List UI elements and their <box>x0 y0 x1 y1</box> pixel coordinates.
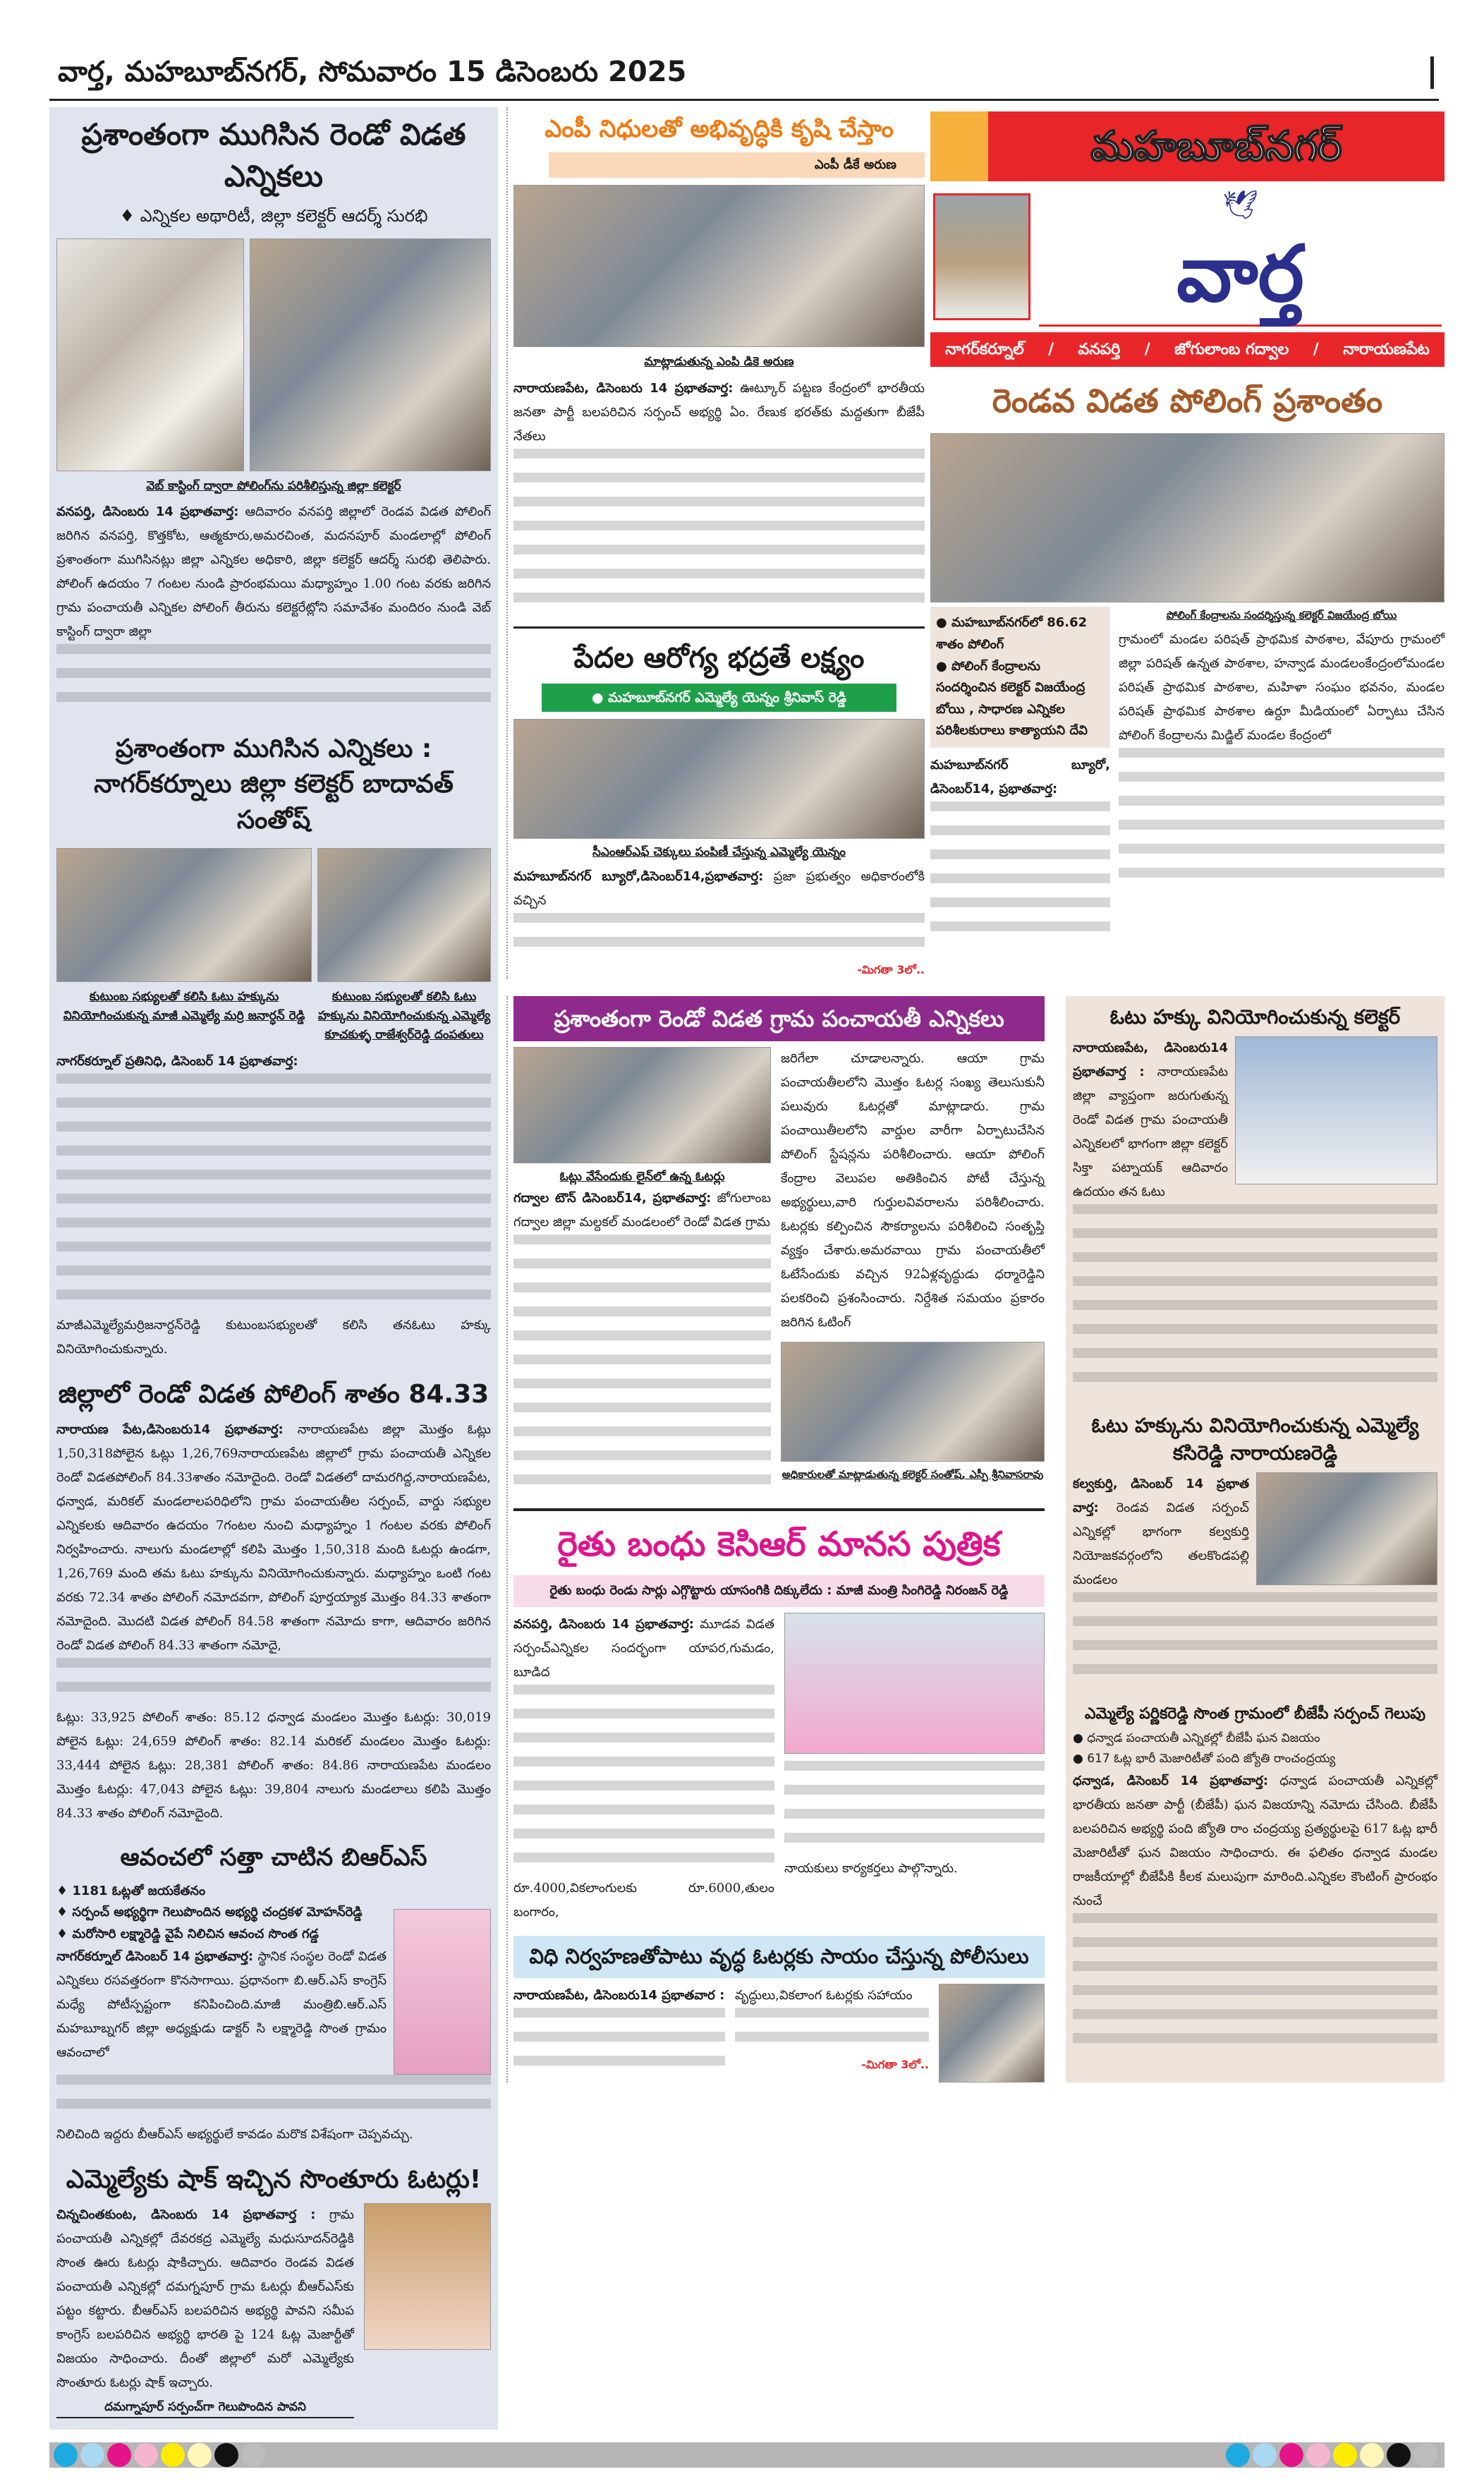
body-text: ఊట్కూర్ పట్టణ కేంద్రంలో భారతీయ జనతా పార్టీ బలపరిచిన సర్పంచ్ అభ్యర్థి ఏం. రేణుక భరత్‌కు మద్దతుగా బీజేపీ నేతలు <box>513 380 925 444</box>
body-text-continuation <box>1073 1913 1437 2057</box>
headline: ప్రశాంతంగా ముగిసిన ఎన్నికలు : నాగర్‌కర్నూలు జిల్లా కలెక్టర్ బాదావత్ సంతోష్ <box>94 734 454 835</box>
body-text-continuation <box>735 2008 929 2056</box>
photo-caption: అధికారులతో మాట్లాడుతున్న కలెక్టర్ సంతోష్, ఎస్పీ శ్రీనివాసరావు <box>781 1467 1044 1481</box>
headline: ప్రశాంతంగా ముగిసిన రెండో విడత ఎన్నికలు <box>81 117 466 193</box>
body-text-continuation <box>513 1685 774 1877</box>
article-nagarkurnool <box>56 732 491 1362</box>
article-mahabubnagar-polling <box>930 378 1445 945</box>
article-gram-panchayat <box>513 996 1045 1498</box>
photo-dk-aruna <box>513 185 925 347</box>
body-text-continuation <box>930 801 1110 945</box>
header-marker <box>1430 56 1434 89</box>
registration-dot <box>1226 2443 1250 2467</box>
article-polling-percentage <box>56 1377 491 1826</box>
dateline: నాగర్‌కర్నూల్ డిసెంబర్ 14 ప్రభాతవార్త: <box>56 1949 254 1965</box>
body-text: వృద్ధులు,వికలాంగ ఓటర్లకు సహాయం <box>735 1987 913 2003</box>
upper-section <box>506 107 1445 979</box>
photo-collector-visit <box>930 433 1445 602</box>
middle-upper-column <box>506 107 925 979</box>
district-strip: నాగర్‌కర్నూల్ / వనపర్తి / జోగులాంబ గద్వాల / నారాయణపేట <box>930 332 1445 367</box>
article-bjp-sarpanch <box>1073 1704 1437 2057</box>
body-text: నాయకులు కార్యకర్తలు పాల్గొన్నారు. <box>784 1861 958 1877</box>
dateline: నారాయణ పేట,డిసెంబరు14 ప్రభాతవార్త: <box>56 1422 284 1437</box>
lower-section <box>506 996 1445 2083</box>
subheadline: ● మహబూబ్‌నగర్ ఎమ్మెల్యే యెన్నం శ్రీనివాస్ రెడ్డి <box>542 684 896 713</box>
bullet: ● ధన్వాడ పంచాయతీ ఎన్నికల్లో బీజేపీ ఘన విజయం <box>1073 1731 1320 1746</box>
edition-dateline: వార్త, మహబూబ్‌నగర్, సోమవారం 15 డిసెంబరు 2025 <box>58 56 687 88</box>
body-text: మాజీఎమ్మెల్యేమర్రిజనార్దన్‌రెడ్డి కుటుంబసభ్యులతో కలిసి తనఓటు హక్కు వినియోగించుకున్నారు. <box>56 1317 491 1357</box>
body-text: రూ.4000,వికలాంగులకు రూ.6000,తులం బంగారం, <box>513 1881 774 1920</box>
registration-dot <box>134 2443 158 2467</box>
registration-dot <box>241 2443 265 2467</box>
dateline: కల్వకుర్తి, డిసెంబర్ 14 ప్రభాత వార్త: <box>1073 1477 1249 1516</box>
dateline: నారాయణపేట, డిసెంబరు14 ప్రభాతవార : <box>513 1987 725 2003</box>
registration-dot <box>214 2443 238 2467</box>
photo-chandrakala <box>394 1909 491 2075</box>
bullet: ♦ 1181 ఓట్లతో జయకేతనం <box>56 1883 206 1898</box>
photo-collector-ballot <box>1235 1036 1437 1184</box>
registration-dot <box>1413 2443 1437 2467</box>
body-text-continuation <box>56 2075 491 2123</box>
article-rythu-bandhu <box>513 1521 1045 1925</box>
headline: ఎంపీ నిధులతో అభివృద్ధికి కృషి చేస్తాం <box>545 115 894 143</box>
registration-dot <box>1360 2443 1384 2467</box>
headline: ఆవంచలో సత్తా చాటిన బిఆర్ఎస్ <box>120 1843 427 1872</box>
dateline: నారాయణపేట, డిసెంబరు14 ప్రభాతవార్త : <box>1073 1041 1228 1080</box>
body-text: నారాయణపేట జిల్లా వ్యాప్తంగా జరుగుతున్న రెండో విడత గ్రామ పంచాయతీ ఎన్నికలలో భాగంగా జిల్లా కలెక్టర్ సిక్తా పట్నాయక్ ఆదివారం ఉదయం తన ఓటు <box>1073 1065 1228 1200</box>
masthead <box>930 111 1445 367</box>
dateline: నాగర్‌కర్నూల్ ప్రతినిధి, డిసెంబర్ 14 ప్రభాతవార్త: <box>56 1053 298 1069</box>
photo-caption: ఓట్లు వేసేందుకు లైన్‌లో ఉన్న ఓటర్లు <box>559 1169 725 1184</box>
registration-dot <box>1333 2443 1357 2467</box>
masthead-region: మహబూబ్‌నగర్ <box>988 111 1445 181</box>
subheadline: ఎంపీ డీకే అరుణ <box>549 152 925 178</box>
article-mp-funds <box>513 113 925 617</box>
headline: ప్రశాంతంగా రెండో విడత గ్రామ పంచాయతీ ఎన్నికలు <box>513 996 1045 1041</box>
photo-dam <box>933 193 1030 320</box>
headline: ఎమ్మెల్యేకు షాక్ ఇచ్చిన సొంతూరు ఓటర్లు! <box>66 2164 482 2194</box>
bullet: ● 617 ఓట్ల భారీ మెజారిటీతో పంది జ్యోతి రాంచంద్రయ్య <box>1073 1752 1336 1766</box>
photo-former-mla-voting <box>56 848 312 982</box>
body-text: ఆదివారం వనపర్తి జిల్లాలో రెండవ విడత పోలింగ్ జరిగిన వనపర్తి, కొత్తకోట, ఆత్మకూరు,అమరచింత, మదనపూర్ మండలాల్లో పోలింగ్ ప్రశాంతంగా ముగిసినట్లు జిల్లా ఎన్నికల అధికారి, జిల్లా కలెక్టర్ ఆదర్శ్ సురభి తెలిపారు. పోలింగ్ ఉదయం 7 గంటల నుండి ప్రారంభమయి మధ్యాహ్నం 1.00 గంట వరకు జరిగిన గ్రామ పంచాయతీ ఎన్నికల పోలింగ్ తీరును కలెక్టరేట్లోని సమావేశం మందిరం నుండి వెబ్ కాస్టింగ్ ద్వారా జిల్లా <box>56 504 491 639</box>
registration-dot <box>188 2443 212 2467</box>
section-rule <box>513 626 925 629</box>
masthead-title: వార్త <box>1176 229 1304 319</box>
dateline: చిన్నచింతకుంట, డిసెంబరు 14 ప్రభాతవార్త : <box>56 2207 316 2222</box>
headline: విధి నిర్వహణతోపాటు వృద్ధ ఓటర్లకు సాయం చేస్తున్న పోలీసులు <box>513 1936 1045 1978</box>
registration-dot <box>1306 2443 1330 2467</box>
body-text-continuation <box>513 2008 725 2080</box>
registration-dot <box>1253 2443 1277 2467</box>
body-text-continuation <box>513 449 925 617</box>
continued-link[interactable]: -మిగతా 3లో.. <box>857 963 925 977</box>
color-registration-marks-left <box>49 2443 272 2467</box>
registration-dot <box>107 2443 131 2467</box>
photo-pavani <box>364 2203 491 2350</box>
article-mla-shock <box>56 2162 491 2419</box>
district-narayanpet: నారాయణపేట <box>1343 341 1430 358</box>
photo-caption: కుటుంబ సభ్యులతో కలిసి ఓటు హక్కును వినియోగించుకున్న ఎమ్మెల్యే కూచకుళ్ళ రాజేశ్వర్‌రెడ్డి దంపతులు <box>317 989 491 1043</box>
dateline: వనపర్తి, డిసెంబరు 14 ప్రభాతవార్త: <box>56 504 239 519</box>
dateline: ధన్వాడ, డిసెంబర్ 14 ప్రభాతవార్త: <box>1073 1774 1269 1788</box>
registration-dot <box>161 2443 185 2467</box>
dove-logo-icon: 🕊 <box>1222 189 1258 222</box>
photo-mla-couple-voting <box>317 848 491 982</box>
article-health-security <box>513 638 925 979</box>
page-header <box>0 0 1484 104</box>
header-rule <box>49 99 1439 101</box>
print-registration-strip <box>49 2442 1445 2468</box>
middle-lower-column <box>506 996 1045 2083</box>
photo-kasireddy <box>1256 1472 1437 1585</box>
body-text: రెండవ విడత సర్పంచ్ ఎన్నికల్లో భాగంగా కల్వకుర్తి నియోజకవర్గంలోని తలకొండపల్లి మండలం <box>1073 1501 1249 1588</box>
dateline: నారాయణపేట, డిసెంబరు 14 ప్రభాతవార్త: <box>513 380 734 396</box>
photo-collector-meeting <box>250 238 491 471</box>
mandal-wise-stats: ఓట్లు: 33,925 పోలింగ్ శాతం: 85.12 ధన్వాడ మండలం మొత్తం ఓటర్లు: 30,019 పోలైన ఓట్లు: 24,659 పోలింగ్ శాతం: 82.14 మరికల్ మండలం మొత్తం ఓటర్లు: 33,444 పోలైన ఓట్లు: 28,381 పోలింగ్ శాతం: 84.86 నారాయణపేట మండలం మొత్తం ఓటర్లు: 47,043 పోలైన ఓట్లు: 39,804 నాలుగు మండలాలు కలిపి మొత్తం 84.33 శాతం పోలింగ్ నమోదైంది. <box>56 1709 491 1821</box>
registration-dot <box>80 2443 104 2467</box>
headline: జిల్లాలో రెండో విడత పోలింగ్ శాతం 84.33 <box>58 1379 489 1409</box>
body-text: మూడవ విడత సర్పంచ్‌ఎన్నికల సందర్భంగా యాపర,గుమడం, బూడిద <box>513 1617 774 1680</box>
subheadline: రైతు బంధు రెండు సార్లు ఎగ్గొట్టారు యాసంగికి దిక్కులేదు : మాజీ మంత్రి సింగిరెడ్డి నిరంజన్ రెడ్డి <box>513 1575 1045 1607</box>
district-gadwal: జోగులాంబ గద్వాల <box>1174 341 1289 358</box>
body-text: ధన్వాడ పంచాయతీ ఎన్నికల్లో భారతీయ జనతా పార్టీ (బీజేపీ) ఘన విజయాన్ని నమోదు చేసింది. బీజేపీ బలపరిచిన అభ్యర్థి పంది జ్యోతి రాం చంద్రయ్య ప్రత్యర్థులపై 617 ఓట్ల భారీ మెజారిటీతో ఘన విజయం సాధించారు. ఈ ఫలితం ధన్వాడ మండల రాజకీయాల్లో బీజేపీకి కీలక మలుపుగా మారింది.ఎన్నికల కౌంటింగ్ ప్రారంభం నుంచే <box>1073 1774 1437 1908</box>
bullet: ● మహబూబ్‌నగర్‌లో 86.62 శాతం పోలింగ్ <box>936 615 1088 652</box>
photo-caption: కుటుంబ సభ్యులతో కలిసి ఓటు హక్కును వినియోగించుకున్న మాజీ ఎమ్మెల్యే మర్రి జనార్ధన్ రెడ్డి <box>63 989 305 1024</box>
subheadline: ♦ ఎన్నికల అథారిటీ, జిల్లా కలెక్టర్ ఆదర్శ్ సురభి <box>119 205 428 226</box>
dateline: మహబూబ్‌నగర్ బ్యూరో, డిసెంబర్14, ప్రభాతవార్త: <box>930 757 1110 796</box>
article-avancha-brs <box>56 1841 491 2147</box>
section-rule <box>513 1508 1045 1511</box>
registration-dot <box>1279 2443 1303 2467</box>
headline: ఓటు హక్కును వినియోగించుకున్న ఎమ్మెల్యే కసిరెడ్డి నారాయణరెడ్డి <box>1091 1414 1419 1465</box>
district-wanaparthy: వనపర్తి <box>1078 341 1121 358</box>
body-text: ప్రజా ప్రభుత్వం అధికారంలోకి వచ్చిన <box>513 869 925 909</box>
dateline: గద్వాల టౌన్ డిసెంబర్14, ప్రభాతవార్త: <box>513 1191 712 1206</box>
registration-dot <box>1387 2443 1411 2467</box>
bullet: ♦ సర్పంచ్ అభ్యర్థిగా గెలుపొందిన అభ్యర్థి చంద్రకళ మోహన్‌రెడ్డి <box>56 1905 363 1920</box>
body-text-continuation <box>56 1074 491 1314</box>
bullet: ♦ మరోసారి లక్ష్మారెడ్డి వైపే నిలిచిన ఆవంచ సొంత గడ్డ <box>56 1926 319 1941</box>
headline: రైతు బంధు కెసిఆర్ మానస పుత్రిక <box>557 1525 1001 1565</box>
body-text: గ్రామంలో మండల పరిషత్ ప్రాథమిక పాఠశాల, వేపూరు గ్రామంలో జిల్లా పరిషత్ ఉన్నత పాఠశాల, హన్వాడ మండలంకేంద్రంలోమండల పరిషత్ ప్రాథమిక పాఠశాల, మహిళా సంఘం భవనం, మండల పరిషత్ ప్రాథమిక పాఠశాల ఉర్దూ మీడియంలో ఏర్పాటు చేసిన పోలింగ్ కేంద్రాలను మిడ్జిల్ మండల కేంద్రంలో <box>1119 632 1445 744</box>
photo-voters-queue <box>513 1047 771 1163</box>
body-text-continuation <box>56 644 491 716</box>
body-text-continuation <box>513 913 925 961</box>
photo-caption: దమగ్నాపూర్ సర్పంచ్‌గా గెలుపొందిన పావని <box>56 2398 354 2418</box>
body-text: నారాయణపేట జిల్లా మొత్తం ఓట్లు 1,50,318పోలైన ఓట్లు 1,26,769నారాయణపేట జిల్లాలో గ్రామ పంచాయతీ ఎన్నికల రెండో విడతపోలింగ్ 84.33శాతం నమోదైంది. రెండో విడతలో దామరగిద్ద,నారాయణపేట, ధన్వాడ, మరికల్ మండలాలపరిధిలోని గ్రామ పంచాయతీల సర్పంచ్, వార్డు సభ్యుల ఎన్నికలకు ఆదివారం ఉదయం 7గంటల నుంచి మధ్యాహ్నం 1 గంటల వరకు పోలింగ్ నిర్వహించారు. నాలుగు మండలాల్లో కలిపి మొత్తం 1,50,318 మంది ఓటర్లు ఉండగా, 1,26,769 మంది తమ ఓటు హక్కును వినియోగించుకున్నారు. మధ్యాహ్నం ఒంటి గంట వరకు 72.34 శాతం పోలింగ్ నమోదవగా, పోలింగ్ పూర్తయ్యాక మొత్తం 84.33 శాతంగా నమోదైంది. మొదటి విడత పోలింగ్ 84.58 శాతంగా నమోదు కాగా, ఆదివారం జరిగిన రెండో విడత పోలింగ్ 84.33 శాతంగా నమోదై, <box>56 1422 491 1653</box>
article-collector-votes <box>1073 1003 1437 1396</box>
right-lower-panel <box>1066 996 1445 2083</box>
headline: ఎమ్మెల్యే పర్ణికరెడ్డి సొంత గ్రామంలో బీజేపీ సర్పంచ్ గెలుపు <box>1084 1705 1426 1723</box>
headline: రెండవ విడత పోలింగ్ ప్రశాంతం <box>992 382 1383 420</box>
body-text: నిలిచింది ఇద్దరు బీఆర్ఎస్ అభ్యర్థులే కావడం మరొక విశేషంగా చెప్పవచ్చు. <box>56 2126 413 2142</box>
article-police-help <box>513 1936 1045 2083</box>
body-text: గ్రామ పంచాయతీ ఎన్నికల్లో దేవరకద్ర ఎమ్మెల్యే మధుసూదన్‌రెడ్డికి సొంత ఊరు ఓటర్లు షాకిచ్చారు. ఆదివారం రెండవ విడత పంచాయతీ ఎన్నికల్లో దమగ్నపూర్ గ్రామ ఓటర్లు బీఆర్ఎస్‌కు పట్టం కట్టారు. బీఆర్ఎస్ బలపరిచిన అభ్యర్థి పావని సమీప కాంగ్రెస్ బలపరిచిన అభ్యర్థి భారతి పై 124 ఓట్ల మెజార్టీతో విజయం సాధించారు. దీంతో జిల్లాలో మరో ఎమ్మెల్యేకు సొంతూరు ఓటర్లు షాక్ ఇచ్చారు. <box>56 2207 354 2390</box>
photo-caption: వెబ్ కాస్టింగ్ ద్వారా పోలింగ్‌ను పరిశీలిస్తున్న జిల్లా కలెక్టర్ <box>146 478 401 493</box>
body-text-continuation <box>1119 748 1445 892</box>
body-text-continuation <box>513 1235 771 1498</box>
body-text: స్థానిక సంస్థల రెండో విడత ఎన్నికలు రసవత్తరంగా కొనసాగాయి. ప్రధానంగా బి.ఆర్.ఎస్ కాంగ్రెస్ మధ్యే పోటీస్పష్టంగా కనిపించింది.మాజీ మంత్రిబి.ఆర్.ఎస్ మహబూబ్నగర్ జిల్లా అధ్యక్షుడు డాక్టర్ సి లక్ష్మారెడ్డి సొంత గ్రామం ఆవంచాలో <box>56 1949 387 2061</box>
dateline: మహబూబ్‌నగర్ బ్యూరో,డిసెంబర్14,ప్రభాతవార్త: <box>513 869 764 885</box>
bullet: ● పోలింగ్ కేంద్రాలను సందర్శించిన కలెక్టర్ విజయేంద్ర బోయి , సాధారణ ఎన్నికల పరిశీలకురాలు కాత్యాయని దేవి <box>936 658 1088 739</box>
photo-cmrf-cheques <box>513 719 925 839</box>
photo-police-helping <box>939 1984 1045 2083</box>
color-registration-marks-right <box>1222 2443 1445 2467</box>
photo-block-collector-sp <box>781 1342 1045 1483</box>
masthead-accent <box>930 111 988 181</box>
right-side <box>506 107 1445 2430</box>
body-text: జరిగేలా చూడాలన్నారు. ఆయా గ్రామ పంచాయతీలలోని మొత్తం ఓటర్ల సంఖ్య తెలుసుకునీ పలువురు ఓటర్లతో మాట్లాడారు. గ్రామ పంచాయితీలలోని వార్డుల వారీగా ఏర్పాటుచేసిన పోలింగ్ స్టేషన్లను పరిశీలించారు. ఆయా పోలింగ్ కేంద్రాల వెలుపల అతికించిన పోటీ చేస్తున్న అభ్యర్థులు,వారి గుర్తులవివరాలను పరిశీలించారు. ఓటర్లకు కల్పించిన సౌకర్యాలను పరిశీలించి సంతృప్తి వ్యక్తం చేశారు.అమరవాయి గ్రామ పంచాయతీలో ఓటేసేందుకు వచ్చిన 92ఏళ్లవృద్ధుడు ధర్మారెడ్డిని పలకరించి ప్రశంసించారు. నిర్దేశిత సమయం ప్రకారం జరిగిన ఓటింగ్ <box>781 1050 1045 1330</box>
right-upper-column <box>930 107 1445 945</box>
continued-link[interactable]: -మిగతా 3లో.. <box>861 2057 929 2071</box>
district-nagarkurnool: నాగర్‌కర్నూల్ <box>945 341 1024 358</box>
photo-niranjan-reddy <box>784 1613 1045 1754</box>
body-text-continuation <box>784 1761 1045 1857</box>
left-column-panel <box>49 107 498 2430</box>
body-text-continuation <box>56 1658 491 1706</box>
headline: ఓటు హక్కు వినియోగించుకున్న కలెక్టర్ <box>1109 1005 1401 1029</box>
article-wanaparthy <box>56 114 491 716</box>
body-text-continuation <box>1073 1204 1437 1396</box>
photo-caption: సీఎంఆర్ఎఫ్ చెక్కులు పంపిణీ చేస్తున్న ఎమ్మెల్యే యెన్నం <box>592 845 846 860</box>
photo-webcast-screens <box>56 238 244 471</box>
body-text: జోగులాంబ గద్వాల జిల్లా మల్దకల్ మండలంలో రెండో విడత గ్రామ <box>513 1191 771 1230</box>
headline: పేదల ఆరోగ్య భద్రతే లక్ష్యం <box>573 641 865 674</box>
body-text-continuation <box>1073 1592 1437 1688</box>
page-body <box>0 104 1484 2430</box>
photo-caption: పోలింగ్ కేంద్రాలను సందర్శిస్తున్న కలెక్టర్ విజయేంద్ర బోయి <box>1166 609 1397 622</box>
registration-dot <box>54 2443 78 2467</box>
photo-collector-sp <box>781 1342 1045 1462</box>
photo-caption: మాట్లాడుతున్న ఎంపి డికె అరుణ <box>644 355 794 370</box>
dateline: వనపర్తి, డిసెంబరు 14 ప్రభాతవార్త: <box>513 1617 694 1632</box>
article-kasireddy-votes <box>1073 1412 1437 1688</box>
